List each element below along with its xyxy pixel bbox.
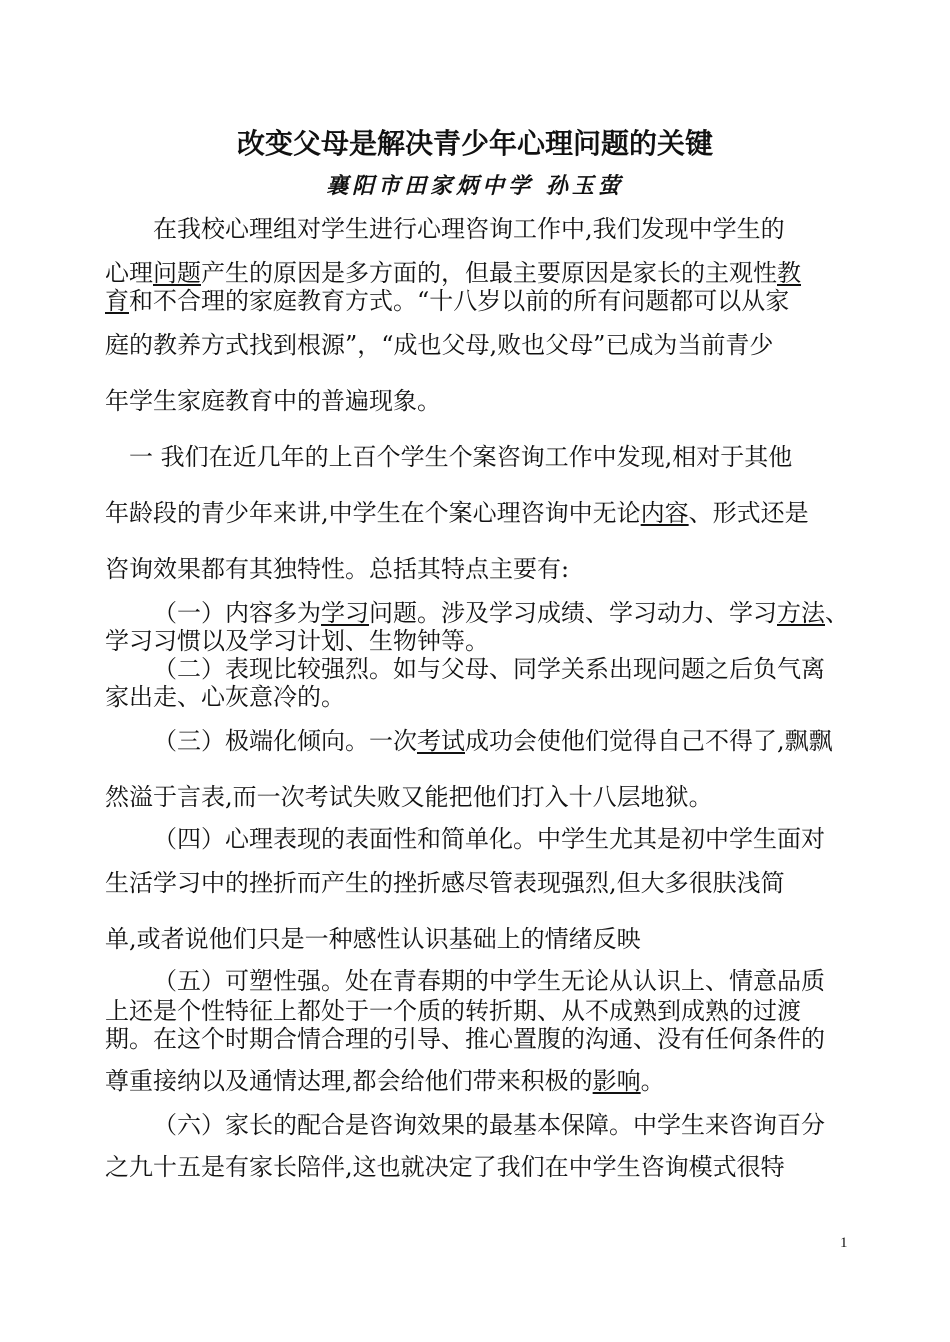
author-byline: 襄阳市田家炳中学 孙玉萤 [326, 173, 624, 199]
underlined-link[interactable]: 育 [105, 287, 129, 315]
paragraph-line: （二）表现比较强烈。如与父母、同学关系出现问题之后负气离 [153, 655, 825, 683]
paragraph-line: 年龄段的青少年来讲,中学生在个案心理咨询中无论内容、形式还是 [105, 499, 809, 527]
paragraph-line: （五）可塑性强。处在青春期的中学生无论从认识上、情意品质 [153, 967, 825, 995]
paragraph-line: 单,或者说他们只是一种感性认识基础上的情绪反映 [105, 925, 641, 953]
paragraph-line: 之九十五是有家长陪伴,这也就决定了我们在中学生咨询模式很特 [105, 1153, 785, 1181]
paragraph-line: 咨询效果都有其独特性。总括其特点主要有: [105, 555, 570, 583]
paragraph-line: 尊重接纳以及通情达理,都会给他们带来积极的影响。 [105, 1067, 665, 1095]
paragraph-line: 年学生家庭教育中的普遍现象。 [105, 387, 441, 415]
underlined-link[interactable]: 内容 [640, 499, 689, 527]
underlined-link[interactable]: 影响 [592, 1067, 641, 1095]
paragraph-line: （三）极端化倾向。一次考试成功会使他们觉得自己不得了,飘飘 [153, 727, 833, 755]
paragraph-line: 育和不合理的家庭教育方式。“十八岁以前的所有问题都可以从家 [105, 287, 790, 315]
paragraph-line: 在我校心理组对学生进行心理咨询工作中,我们发现中学生的 [153, 215, 785, 243]
document-title: 改变父母是解决青少年心理问题的关键 [236, 127, 713, 160]
underlined-link[interactable]: 问题 [153, 259, 201, 287]
paragraph-line: 上还是个性特征上都处于一个质的转折期、从不成熟到成熟的过渡 [105, 997, 801, 1025]
underlined-link[interactable]: 学习 [321, 599, 369, 627]
underlined-link[interactable]: 教 [777, 259, 801, 287]
underlined-link[interactable]: 方法 [777, 599, 825, 627]
paragraph-line: 生活学习中的挫折而产生的挫折感尽管表现强烈,但大多很肤浅简 [105, 869, 785, 897]
page-number: 1 [840, 1235, 848, 1251]
paragraph-line: （一）内容多为学习问题。涉及学习成绩、学习动力、学习方法、 [153, 599, 849, 627]
paragraph-line: 一 我们在近几年的上百个学生个案咨询工作中发现,相对于其他 [129, 443, 793, 471]
paragraph-line: 然溢于言表,而一次考试失败又能把他们打入十八层地狱。 [105, 783, 713, 811]
paragraph-line: 学习习惯以及学习计划、生物钟等。 [105, 627, 489, 655]
paragraph-line: 家出走、心灰意冷的。 [105, 683, 345, 711]
paragraph-line: 心理问题产生的原因是多方面的，但最主要原因是家长的主观性教 [105, 259, 801, 287]
paragraph-line: （六）家长的配合是咨询效果的最基本保障。中学生来咨询百分 [153, 1111, 825, 1139]
paragraph-line: （四）心理表现的表面性和简单化。中学生尤其是初中学生面对 [153, 825, 825, 853]
underlined-link[interactable]: 考试 [417, 727, 465, 755]
paragraph-line: 庭的教养方式找到根源”，“成也父母,败也父母”已成为当前青少 [105, 331, 774, 359]
paragraph-line: 期。在这个时期合情合理的引导、推心置腹的沟通、没有任何条件的 [105, 1025, 825, 1053]
